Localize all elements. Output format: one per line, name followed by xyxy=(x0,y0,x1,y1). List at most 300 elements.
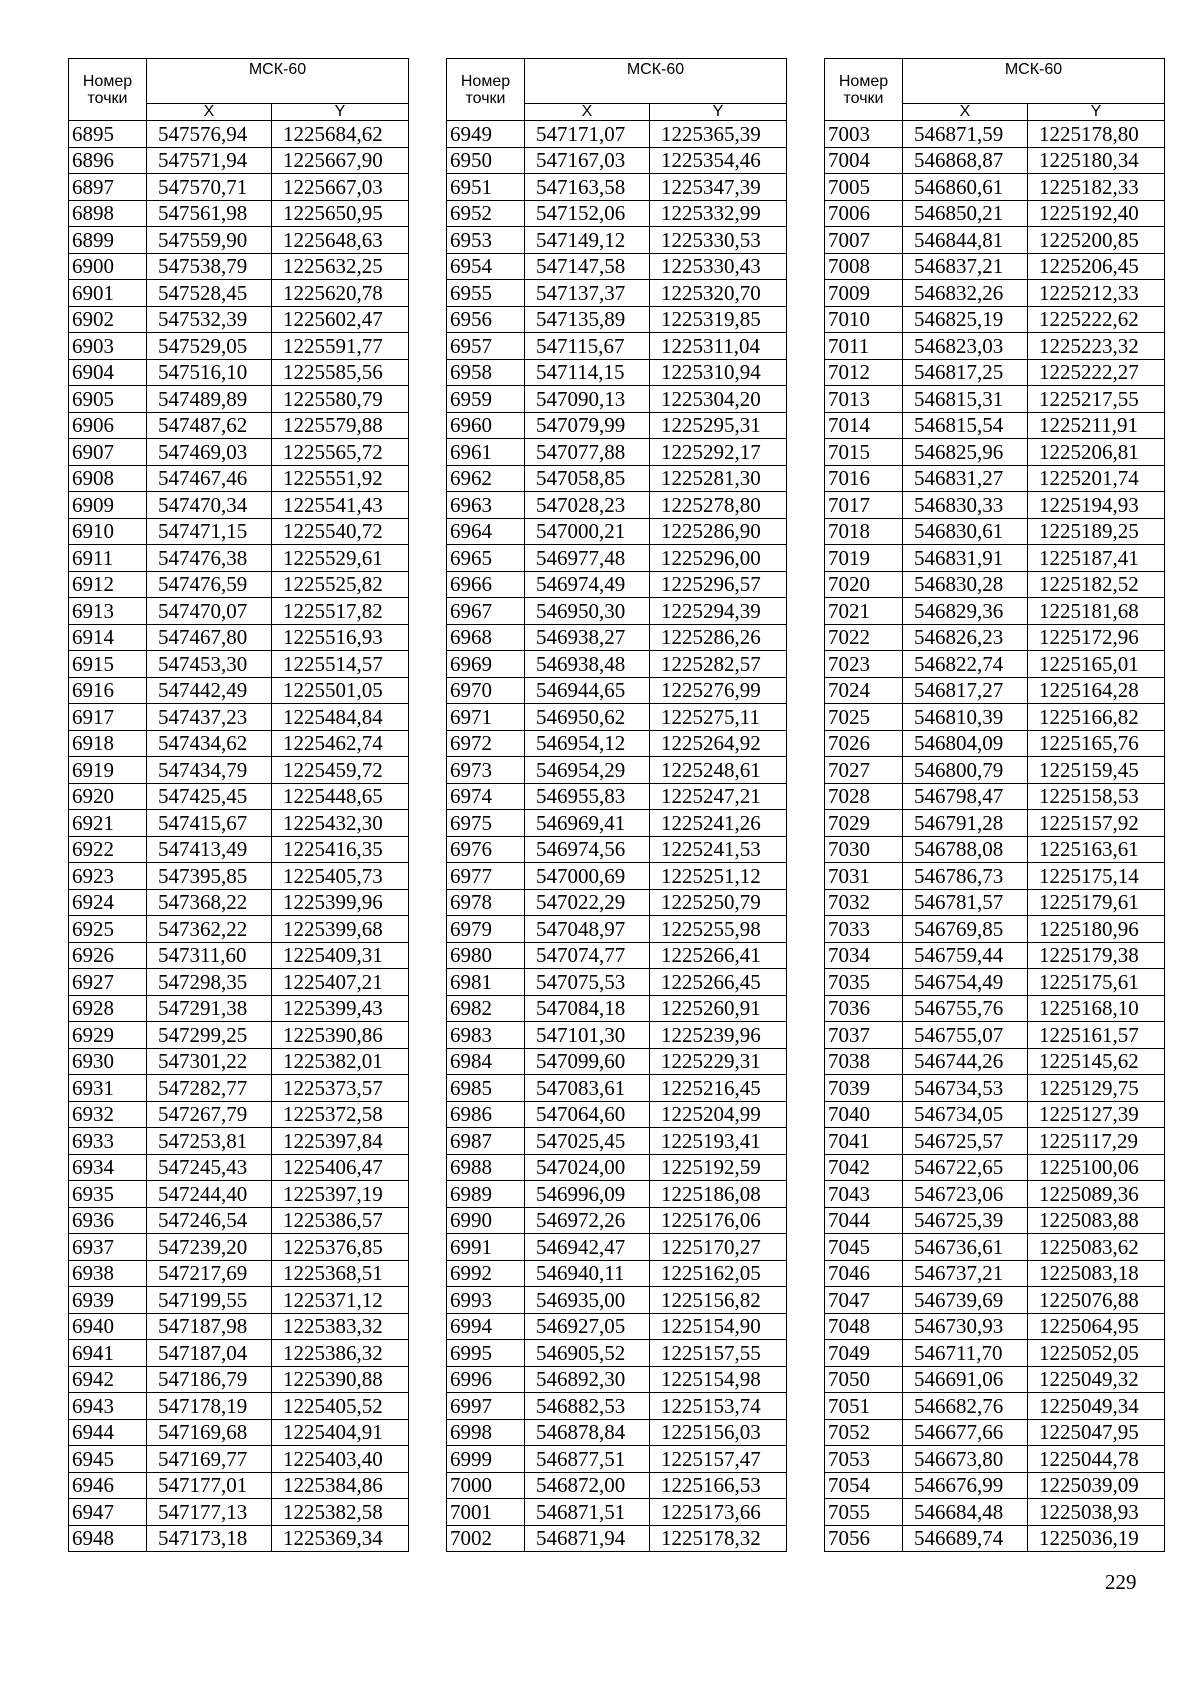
x-cell: 546737,21 xyxy=(903,1260,1028,1287)
y-cell: 1225397,84 xyxy=(272,1128,409,1155)
coordinates-table-3 xyxy=(824,58,1165,1552)
point-number-cell: 7035 xyxy=(825,969,903,996)
y-cell: 1225182,52 xyxy=(1028,571,1165,598)
table-row xyxy=(825,1260,1165,1287)
table-row xyxy=(447,1207,787,1234)
x-header: X xyxy=(147,104,272,121)
table-row xyxy=(825,1207,1165,1234)
x-cell: 546955,83 xyxy=(525,783,650,810)
table-row xyxy=(825,836,1165,863)
y-header: Y xyxy=(650,104,787,121)
x-cell: 546954,12 xyxy=(525,730,650,757)
y-cell: 1225525,82 xyxy=(272,571,409,598)
y-cell: 1225296,57 xyxy=(650,571,787,598)
table-row xyxy=(447,783,787,810)
table-row xyxy=(69,1419,409,1446)
point-number-cell: 6930 xyxy=(69,1048,147,1075)
table-row xyxy=(69,1234,409,1261)
y-cell: 1225386,32 xyxy=(272,1340,409,1367)
y-cell: 1225514,57 xyxy=(272,651,409,678)
point-number-cell: 6957 xyxy=(447,333,525,360)
point-number-cell: 6960 xyxy=(447,412,525,439)
y-cell: 1225397,19 xyxy=(272,1181,409,1208)
table-row xyxy=(447,836,787,863)
x-cell: 546872,00 xyxy=(525,1472,650,1499)
y-cell: 1225484,84 xyxy=(272,704,409,731)
x-cell: 546810,39 xyxy=(903,704,1028,731)
x-cell: 547187,98 xyxy=(147,1313,272,1340)
x-cell: 547022,29 xyxy=(525,889,650,916)
point-number-cell: 6904 xyxy=(69,359,147,386)
x-header: X xyxy=(903,104,1028,121)
point-number-cell: 6913 xyxy=(69,598,147,625)
y-cell: 1225212,33 xyxy=(1028,280,1165,307)
x-cell: 546830,33 xyxy=(903,492,1028,519)
table-row xyxy=(825,757,1165,784)
y-cell: 1225517,82 xyxy=(272,598,409,625)
table-row xyxy=(69,1499,409,1526)
table-row xyxy=(69,1313,409,1340)
x-cell: 547529,05 xyxy=(147,333,272,360)
table-row xyxy=(825,651,1165,678)
x-cell: 547470,07 xyxy=(147,598,272,625)
y-cell: 1225684,62 xyxy=(272,121,409,148)
point-number-cell: 7016 xyxy=(825,465,903,492)
point-number-cell: 7010 xyxy=(825,306,903,333)
y-cell: 1225278,80 xyxy=(650,492,787,519)
point-number-cell: 6924 xyxy=(69,889,147,916)
x-cell: 547282,77 xyxy=(147,1075,272,1102)
y-cell: 1225382,58 xyxy=(272,1499,409,1526)
point-number-cell: 6992 xyxy=(447,1260,525,1287)
y-cell: 1225044,78 xyxy=(1028,1446,1165,1473)
point-number-cell: 6908 xyxy=(69,465,147,492)
point-number-cell: 7043 xyxy=(825,1181,903,1208)
y-cell: 1225565,72 xyxy=(272,439,409,466)
point-number-cell: 6951 xyxy=(447,174,525,201)
table-row xyxy=(825,969,1165,996)
y-cell: 1225182,33 xyxy=(1028,174,1165,201)
point-number-cell: 6947 xyxy=(69,1499,147,1526)
table-row xyxy=(69,783,409,810)
point-number-cell: 6934 xyxy=(69,1154,147,1181)
y-cell: 1225039,09 xyxy=(1028,1472,1165,1499)
x-cell: 547528,45 xyxy=(147,280,272,307)
x-cell: 546974,56 xyxy=(525,836,650,863)
table-row xyxy=(447,1525,787,1552)
y-cell: 1225407,21 xyxy=(272,969,409,996)
y-cell: 1225406,47 xyxy=(272,1154,409,1181)
table-row xyxy=(825,1340,1165,1367)
point-number-cell: 6902 xyxy=(69,306,147,333)
y-cell: 1225038,93 xyxy=(1028,1499,1165,1526)
y-cell: 1225163,61 xyxy=(1028,836,1165,863)
table-row xyxy=(69,836,409,863)
x-cell: 547516,10 xyxy=(147,359,272,386)
point-number-cell: 6900 xyxy=(69,253,147,280)
table-row xyxy=(447,227,787,254)
x-cell: 546837,21 xyxy=(903,253,1028,280)
y-cell: 1225156,03 xyxy=(650,1419,787,1446)
y-cell: 1225330,43 xyxy=(650,253,787,280)
point-number-cell: 7029 xyxy=(825,810,903,837)
point-number-cell: 6916 xyxy=(69,677,147,704)
table-row xyxy=(447,174,787,201)
point-number-cell: 7006 xyxy=(825,200,903,227)
table-row xyxy=(825,1393,1165,1420)
x-cell: 546996,09 xyxy=(525,1181,650,1208)
point-number-cell: 6903 xyxy=(69,333,147,360)
x-cell: 547000,21 xyxy=(525,518,650,545)
y-cell: 1225266,41 xyxy=(650,942,787,969)
y-cell: 1225187,41 xyxy=(1028,545,1165,572)
table-row xyxy=(825,783,1165,810)
table-row xyxy=(69,280,409,307)
point-number-cell: 7053 xyxy=(825,1446,903,1473)
x-cell: 547163,58 xyxy=(525,174,650,201)
y-cell: 1225310,94 xyxy=(650,359,787,386)
x-cell: 547024,00 xyxy=(525,1154,650,1181)
point-number-cell: 6966 xyxy=(447,571,525,598)
x-cell: 546892,30 xyxy=(525,1366,650,1393)
table-row xyxy=(447,518,787,545)
x-cell: 546722,65 xyxy=(903,1154,1028,1181)
point-number-cell: 7044 xyxy=(825,1207,903,1234)
table-row xyxy=(825,624,1165,651)
x-cell: 546791,28 xyxy=(903,810,1028,837)
x-cell: 546676,99 xyxy=(903,1472,1028,1499)
point-number-cell: 6980 xyxy=(447,942,525,969)
table-row xyxy=(825,1313,1165,1340)
point-number-cell: 7019 xyxy=(825,545,903,572)
table-row xyxy=(825,1048,1165,1075)
point-number-cell: 6928 xyxy=(69,995,147,1022)
point-number-cell: 7020 xyxy=(825,571,903,598)
table-row xyxy=(447,704,787,731)
table-row xyxy=(825,545,1165,572)
y-cell: 1225399,43 xyxy=(272,995,409,1022)
point-number-cell: 6967 xyxy=(447,598,525,625)
x-cell: 546825,96 xyxy=(903,439,1028,466)
y-cell: 1225251,12 xyxy=(650,863,787,890)
table-row xyxy=(69,730,409,757)
table-row xyxy=(825,863,1165,890)
point-number-cell: 6929 xyxy=(69,1022,147,1049)
y-cell: 1225281,30 xyxy=(650,465,787,492)
table-row xyxy=(825,518,1165,545)
x-cell: 546723,06 xyxy=(903,1181,1028,1208)
y-cell: 1225165,01 xyxy=(1028,651,1165,678)
table-row xyxy=(69,518,409,545)
table-row xyxy=(447,1128,787,1155)
table-row xyxy=(69,253,409,280)
table-row xyxy=(825,147,1165,174)
point-number-cell: 7042 xyxy=(825,1154,903,1181)
point-number-cell: 6925 xyxy=(69,916,147,943)
y-cell: 1225296,00 xyxy=(650,545,787,572)
x-cell: 547487,62 xyxy=(147,412,272,439)
y-cell: 1225211,91 xyxy=(1028,412,1165,439)
y-cell: 1225127,39 xyxy=(1028,1101,1165,1128)
x-cell: 546844,81 xyxy=(903,227,1028,254)
x-cell: 547169,77 xyxy=(147,1446,272,1473)
y-cell: 1225247,21 xyxy=(650,783,787,810)
table-row xyxy=(447,1260,787,1287)
y-cell: 1225162,05 xyxy=(650,1260,787,1287)
x-cell: 547074,77 xyxy=(525,942,650,969)
x-cell: 546725,57 xyxy=(903,1128,1028,1155)
table-row xyxy=(69,412,409,439)
point-number-cell: 7001 xyxy=(447,1499,525,1526)
table-row xyxy=(825,916,1165,943)
table-row xyxy=(825,1022,1165,1049)
y-cell: 1225390,88 xyxy=(272,1366,409,1393)
point-number-cell: 6965 xyxy=(447,545,525,572)
y-cell: 1225369,34 xyxy=(272,1525,409,1552)
point-number-cell: 6973 xyxy=(447,757,525,784)
point-number-cell: 7052 xyxy=(825,1419,903,1446)
y-cell: 1225161,57 xyxy=(1028,1022,1165,1049)
point-number-cell: 7018 xyxy=(825,518,903,545)
point-number-cell: 6940 xyxy=(69,1313,147,1340)
y-cell: 1225320,70 xyxy=(650,280,787,307)
table-row xyxy=(447,492,787,519)
x-cell: 546942,47 xyxy=(525,1234,650,1261)
y-cell: 1225165,76 xyxy=(1028,730,1165,757)
y-cell: 1225229,31 xyxy=(650,1048,787,1075)
table-row xyxy=(447,1287,787,1314)
x-cell: 547186,79 xyxy=(147,1366,272,1393)
x-cell: 547178,19 xyxy=(147,1393,272,1420)
table-row xyxy=(69,624,409,651)
point-number-cell: 6914 xyxy=(69,624,147,651)
point-number-cell: 6999 xyxy=(447,1446,525,1473)
table-row xyxy=(447,1234,787,1261)
point-number-cell: 6932 xyxy=(69,1101,147,1128)
table-row xyxy=(447,1022,787,1049)
y-cell: 1225052,05 xyxy=(1028,1340,1165,1367)
x-cell: 546830,28 xyxy=(903,571,1028,598)
table-row xyxy=(69,492,409,519)
y-cell: 1225153,74 xyxy=(650,1393,787,1420)
point-number-cell: 6941 xyxy=(69,1340,147,1367)
y-header: Y xyxy=(1028,104,1165,121)
y-cell: 1225295,31 xyxy=(650,412,787,439)
y-cell: 1225667,03 xyxy=(272,174,409,201)
table-row xyxy=(825,359,1165,386)
point-number-cell: 6993 xyxy=(447,1287,525,1314)
y-cell: 1225275,11 xyxy=(650,704,787,731)
point-number-cell: 6958 xyxy=(447,359,525,386)
x-cell: 546882,53 xyxy=(525,1393,650,1420)
point-number-cell: 6991 xyxy=(447,1234,525,1261)
point-number-cell: 6950 xyxy=(447,147,525,174)
table-row xyxy=(69,200,409,227)
table-row xyxy=(447,1446,787,1473)
y-cell: 1225241,53 xyxy=(650,836,787,863)
point-number-cell: 6976 xyxy=(447,836,525,863)
y-cell: 1225667,90 xyxy=(272,147,409,174)
x-cell: 546905,52 xyxy=(525,1340,650,1367)
table-row xyxy=(447,386,787,413)
table-row xyxy=(447,439,787,466)
x-cell: 546781,57 xyxy=(903,889,1028,916)
y-cell: 1225501,05 xyxy=(272,677,409,704)
x-cell: 546682,76 xyxy=(903,1393,1028,1420)
page-number: 229 xyxy=(1105,1570,1137,1594)
point-number-cell: 7038 xyxy=(825,1048,903,1075)
y-cell: 1225580,79 xyxy=(272,386,409,413)
table-body xyxy=(69,121,409,1552)
y-cell: 1225399,68 xyxy=(272,916,409,943)
table-row xyxy=(825,306,1165,333)
table-row xyxy=(69,571,409,598)
x-cell: 547538,79 xyxy=(147,253,272,280)
x-cell: 547084,18 xyxy=(525,995,650,1022)
point-number-cell: 7002 xyxy=(447,1525,525,1552)
y-cell: 1225166,53 xyxy=(650,1472,787,1499)
table-row xyxy=(69,121,409,148)
x-cell: 547559,90 xyxy=(147,227,272,254)
point-number-cell: 6939 xyxy=(69,1287,147,1314)
x-cell: 547025,45 xyxy=(525,1128,650,1155)
table-row xyxy=(825,942,1165,969)
point-number-cell: 6905 xyxy=(69,386,147,413)
x-cell: 546759,44 xyxy=(903,942,1028,969)
y-cell: 1225036,19 xyxy=(1028,1525,1165,1552)
table-row xyxy=(69,677,409,704)
point-number-header: Номер точки xyxy=(825,59,903,121)
x-cell: 546969,41 xyxy=(525,810,650,837)
y-cell: 1225405,73 xyxy=(272,863,409,890)
table-row xyxy=(69,1128,409,1155)
table-row xyxy=(69,465,409,492)
table-row xyxy=(825,280,1165,307)
point-number-cell: 7013 xyxy=(825,386,903,413)
point-number-cell: 7026 xyxy=(825,730,903,757)
point-number-cell: 6942 xyxy=(69,1366,147,1393)
y-cell: 1225083,88 xyxy=(1028,1207,1165,1234)
point-number-cell: 6977 xyxy=(447,863,525,890)
x-cell: 546938,48 xyxy=(525,651,650,678)
point-number-cell: 6911 xyxy=(69,545,147,572)
table-row xyxy=(69,333,409,360)
y-cell: 1225294,39 xyxy=(650,598,787,625)
x-cell: 546673,80 xyxy=(903,1446,1028,1473)
y-cell: 1225403,40 xyxy=(272,1446,409,1473)
y-cell: 1225260,91 xyxy=(650,995,787,1022)
point-number-cell: 6907 xyxy=(69,439,147,466)
point-number-cell: 7005 xyxy=(825,174,903,201)
table-row xyxy=(447,280,787,307)
y-cell: 1225049,32 xyxy=(1028,1366,1165,1393)
y-cell: 1225239,96 xyxy=(650,1022,787,1049)
x-cell: 546815,54 xyxy=(903,412,1028,439)
x-cell: 546831,91 xyxy=(903,545,1028,572)
point-number-cell: 6996 xyxy=(447,1366,525,1393)
point-number-cell: 7048 xyxy=(825,1313,903,1340)
x-cell: 546822,74 xyxy=(903,651,1028,678)
table-row xyxy=(69,147,409,174)
x-cell: 547090,13 xyxy=(525,386,650,413)
x-cell: 546739,69 xyxy=(903,1287,1028,1314)
y-cell: 1225179,38 xyxy=(1028,942,1165,969)
point-number-cell: 6931 xyxy=(69,1075,147,1102)
y-cell: 1225540,72 xyxy=(272,518,409,545)
point-number-cell: 6923 xyxy=(69,863,147,890)
x-cell: 546830,61 xyxy=(903,518,1028,545)
point-number-cell: 7021 xyxy=(825,598,903,625)
table-row xyxy=(447,916,787,943)
point-number-cell: 6918 xyxy=(69,730,147,757)
crs-header: МСК-60 xyxy=(525,59,787,104)
table-row xyxy=(69,1260,409,1287)
table-row xyxy=(447,969,787,996)
y-cell: 1225083,18 xyxy=(1028,1260,1165,1287)
table-row xyxy=(825,1446,1165,1473)
table-row xyxy=(69,306,409,333)
y-cell: 1225200,85 xyxy=(1028,227,1165,254)
y-cell: 1225194,93 xyxy=(1028,492,1165,519)
point-number-cell: 7032 xyxy=(825,889,903,916)
table-row xyxy=(69,969,409,996)
point-number-cell: 6972 xyxy=(447,730,525,757)
point-number-cell: 7024 xyxy=(825,677,903,704)
point-number-cell: 7014 xyxy=(825,412,903,439)
y-cell: 1225376,85 xyxy=(272,1234,409,1261)
x-cell: 546744,26 xyxy=(903,1048,1028,1075)
table-row xyxy=(69,889,409,916)
y-cell: 1225180,96 xyxy=(1028,916,1165,943)
x-cell: 546944,65 xyxy=(525,677,650,704)
table-row xyxy=(447,624,787,651)
x-cell: 547311,60 xyxy=(147,942,272,969)
point-number-cell: 6922 xyxy=(69,836,147,863)
table-row xyxy=(825,810,1165,837)
x-cell: 547199,55 xyxy=(147,1287,272,1314)
point-number-cell: 7049 xyxy=(825,1340,903,1367)
x-cell: 546786,73 xyxy=(903,863,1028,890)
y-cell: 1225154,98 xyxy=(650,1366,787,1393)
point-number-cell: 6944 xyxy=(69,1419,147,1446)
table-row xyxy=(69,439,409,466)
x-cell: 547187,04 xyxy=(147,1340,272,1367)
table-row xyxy=(69,1525,409,1552)
table-row xyxy=(447,1393,787,1420)
table-row xyxy=(825,412,1165,439)
x-cell: 546868,87 xyxy=(903,147,1028,174)
point-number-cell: 6901 xyxy=(69,280,147,307)
x-cell: 546755,76 xyxy=(903,995,1028,1022)
x-cell: 547291,38 xyxy=(147,995,272,1022)
y-cell: 1225089,36 xyxy=(1028,1181,1165,1208)
y-cell: 1225409,31 xyxy=(272,942,409,969)
point-number-cell: 6952 xyxy=(447,200,525,227)
table-row xyxy=(825,439,1165,466)
y-cell: 1225620,78 xyxy=(272,280,409,307)
table-row xyxy=(825,598,1165,625)
y-cell: 1225204,99 xyxy=(650,1101,787,1128)
y-cell: 1225383,32 xyxy=(272,1313,409,1340)
x-cell: 547246,54 xyxy=(147,1207,272,1234)
y-cell: 1225206,45 xyxy=(1028,253,1165,280)
table-row xyxy=(69,651,409,678)
x-cell: 547028,23 xyxy=(525,492,650,519)
y-cell: 1225189,25 xyxy=(1028,518,1165,545)
table-row xyxy=(825,1419,1165,1446)
y-cell: 1225541,43 xyxy=(272,492,409,519)
point-number-cell: 6933 xyxy=(69,1128,147,1155)
